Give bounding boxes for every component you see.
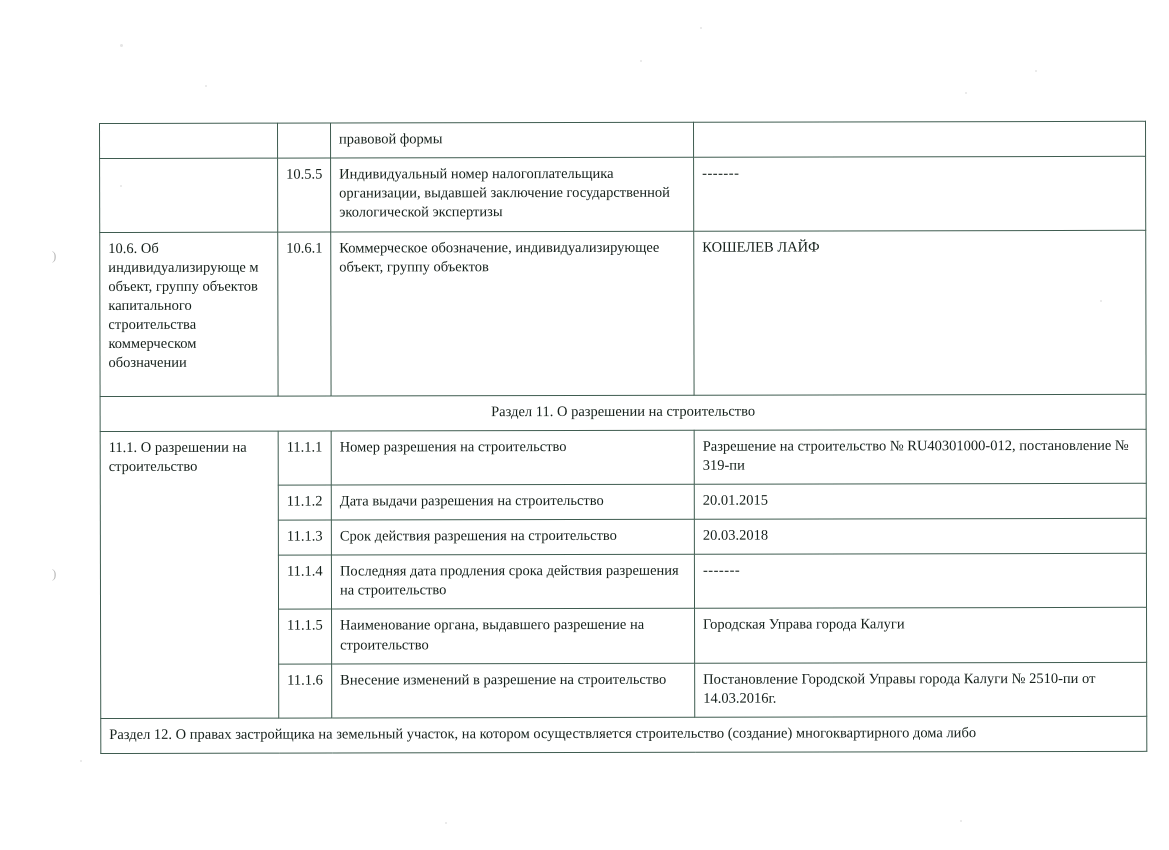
section-11-title: Раздел 11. О разрешении на строительство	[100, 394, 1146, 431]
scan-speck	[960, 820, 962, 822]
scan-speck	[120, 44, 123, 47]
row-value-cell	[693, 121, 1145, 157]
row-value-cell: Разрешение на строительство № RU40301000-012, постановление № 319-пи	[694, 429, 1146, 484]
section-12-title: Раздел 12. О правах застройщика на земельный участок, на котором осуществляется строительство (создание) многоквартирного дома либо	[101, 716, 1147, 753]
row-label-cell	[100, 158, 278, 232]
scan-speck	[445, 822, 447, 824]
document-page	[99, 121, 1146, 754]
registration-declaration-table	[99, 121, 1147, 754]
row-label-cell	[100, 123, 278, 158]
scan-speck	[205, 85, 207, 87]
table-row	[100, 429, 1146, 485]
row-code-cell: 11.1.6	[279, 664, 332, 718]
section-11-label-cell: 11.1. О разрешении на строительство	[100, 431, 279, 719]
row-description-cell: Индивидуальный номер налогоплательщика организации, выдавшей заключение государственной экологической экспертизы	[331, 157, 694, 231]
table-row	[100, 121, 1146, 158]
scan-speck	[700, 27, 702, 29]
row-code-cell: 10.5.5	[278, 158, 331, 231]
row-code-cell: 11.1.3	[278, 520, 331, 555]
row-value-cell: Городская Управа города Калуги	[695, 608, 1147, 663]
row-code-cell: 11.1.1	[278, 431, 331, 485]
page-edge-mark: )	[52, 248, 57, 263]
row-code-cell: 10.6.1	[278, 232, 331, 396]
row-value-cell: -------	[694, 156, 1146, 230]
table-row	[100, 230, 1146, 396]
row-label-cell: 10.6. Об индивидуализирующе м объект, группу объектов капитального строительства коммерческом обозначении	[100, 232, 278, 396]
row-description-cell: Номер разрешения на строительство	[331, 430, 694, 485]
row-code-cell: 11.1.2	[278, 485, 331, 520]
row-description-cell: Дата выдачи разрешения на строительство	[331, 484, 694, 520]
row-value-cell: 20.03.2018	[694, 518, 1146, 554]
row-code-cell: 11.1.5	[279, 609, 332, 663]
row-value-cell: -------	[694, 553, 1146, 608]
row-description-cell: Внесение изменений в разрешение на строительство	[332, 663, 695, 718]
row-code-cell: 11.1.4	[278, 555, 331, 609]
table-row	[100, 156, 1146, 232]
row-description-cell: Последняя дата продления срока действия разрешения на строительство	[331, 554, 694, 609]
scan-speck	[640, 60, 642, 62]
row-code-cell	[278, 123, 331, 158]
row-value-cell: 20.01.2015	[694, 483, 1146, 519]
row-value-cell: КОШЕЛЕВ ЛАЙФ	[694, 230, 1146, 395]
row-value-cell: Постановление Городской Управы города Калуги № 2510-пи от 14.03.2016г.	[695, 662, 1147, 717]
section-heading-row	[101, 716, 1147, 753]
row-description-cell: правовой формы	[331, 122, 694, 158]
row-description-cell: Коммерческое обозначение, индивидуализирующее объект, группу объектов	[331, 231, 694, 396]
page-edge-mark: )	[52, 566, 57, 581]
scan-speck	[965, 92, 967, 94]
scan-speck	[1035, 70, 1037, 72]
row-description-cell: Срок действия разрешения на строительство	[331, 519, 694, 555]
scan-speck	[80, 760, 82, 762]
row-description-cell: Наименование органа, выдавшего разрешение на строительство	[332, 609, 695, 664]
section-heading-row	[100, 394, 1146, 431]
